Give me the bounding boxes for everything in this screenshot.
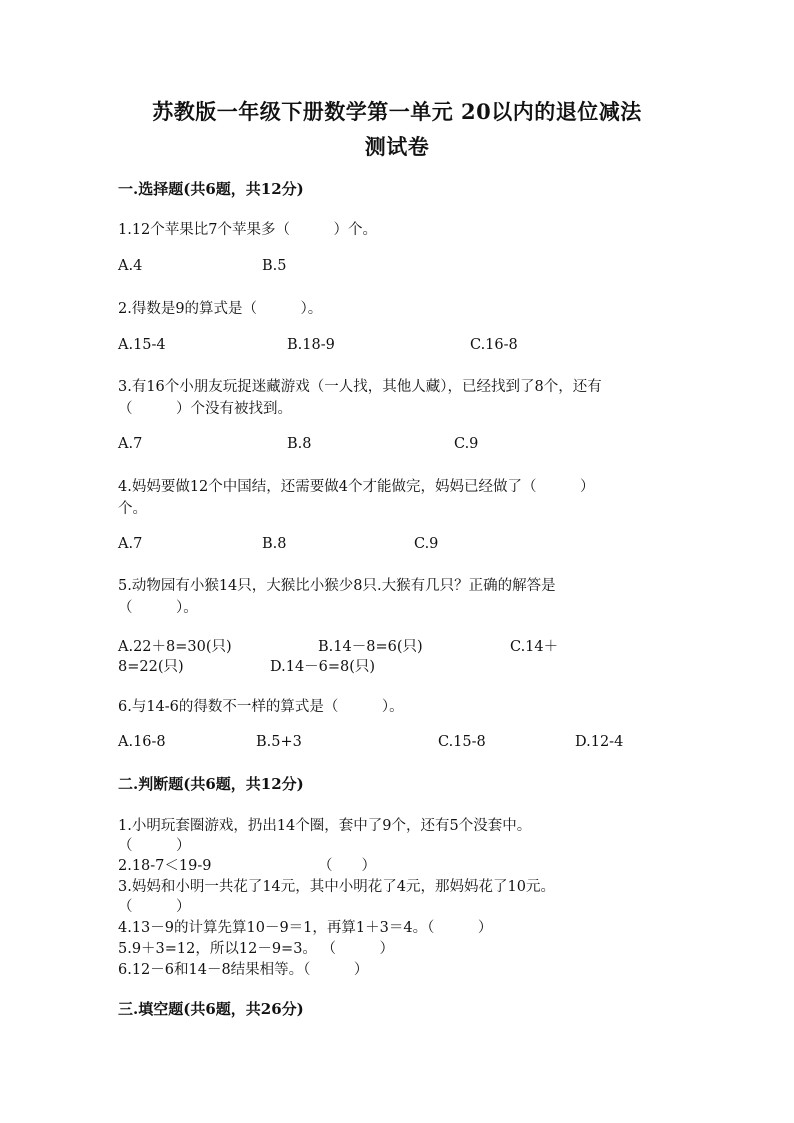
question-4-option-b: B.8 <box>262 536 287 552</box>
question-6-option-a: A.16-8 <box>118 734 166 750</box>
judge-6-statement: 6.12－6和14－8结果相等。（ ） <box>118 962 369 978</box>
question-3-stem-line2: （ ）个没有被找到。 <box>118 401 292 417</box>
question-4-stem-line2: 个。 <box>118 501 147 517</box>
question-5-stem-line2: （ ）。 <box>118 600 198 616</box>
judge-1-statement: 1.小明玩套圈游戏，扔出14个圈，套中了9个，还有5个没套中。 <box>118 818 532 834</box>
question-3-option-c: C.9 <box>454 436 479 452</box>
question-6-option-b: B.5+3 <box>256 734 302 750</box>
question-1-option-a: A.4 <box>118 258 143 274</box>
question-5-stem-line1: 5.动物园有小猴14只，大猴比小猴少8只.大猴有几只？正确的解答是 <box>118 578 556 594</box>
judge-1-answer-blank: （ ） <box>118 838 191 854</box>
question-3-option-a: A.7 <box>118 436 143 452</box>
page-title-line2: 测试卷 <box>364 134 430 159</box>
question-4-stem-line1: 4.妈妈要做12个中国结，还需要做4个才能做完，妈妈已经做了（ ） <box>118 479 595 495</box>
question-3-stem-line1: 3.有16个小朋友玩捉迷藏游戏（一人找，其他人藏），已经找到了8个，还有 <box>118 379 602 395</box>
question-2-option-c: C.16-8 <box>470 337 518 353</box>
judge-2-answer-blank: （ ） <box>318 858 376 874</box>
question-4-option-a: A.7 <box>118 536 143 552</box>
question-6-option-c: C.15-8 <box>438 734 486 750</box>
section-heading-judge: 二.判断题(共6题，共12分) <box>118 775 304 793</box>
judge-5-statement: 5.9＋3=12，所以12－9=3。 （ ） <box>118 941 395 957</box>
section-heading-fill: 三.填空题(共6题，共26分) <box>118 1000 304 1018</box>
question-5-option-c-part2: 8=22(只) <box>118 659 184 675</box>
question-2-stem: 2.得数是9的算式是（ ）。 <box>118 301 323 317</box>
question-6-stem: 6.与14-6的得数不一样的算式是（ ）。 <box>118 699 404 715</box>
question-4-option-c: C.9 <box>414 536 439 552</box>
question-5-option-d: D.14－6=8(只) <box>270 659 376 675</box>
page-title-line1: 苏教版一年级下册数学第一单元 20以内的退位减法 <box>152 99 642 124</box>
question-1-option-b: B.5 <box>262 258 287 274</box>
question-5-option-c-part1: C.14＋ <box>510 639 559 655</box>
question-1-stem: 1.12个苹果比7个苹果多（ ）个。 <box>118 222 378 238</box>
judge-2-statement: 2.18-7＜19-9 <box>118 858 212 874</box>
question-2-option-b: B.18-9 <box>287 337 335 353</box>
question-2-option-a: A.15-4 <box>118 337 166 353</box>
section-heading-choice: 一.选择题(共6题，共12分) <box>118 180 304 198</box>
judge-3-answer-blank: （ ） <box>118 899 191 915</box>
question-3-option-b: B.8 <box>287 436 312 452</box>
judge-3-statement: 3.妈妈和小明一共花了14元，其中小明花了4元，那妈妈花了10元。 <box>118 879 555 895</box>
question-6-option-d: D.12-4 <box>575 734 624 750</box>
judge-4-statement: 4.13－9的计算先算10－9＝1，再算1＋3＝4。（ ） <box>118 920 493 936</box>
question-5-option-b: B.14－8=6(只) <box>318 639 423 655</box>
question-5-option-a: A.22＋8=30(只) <box>118 639 232 655</box>
